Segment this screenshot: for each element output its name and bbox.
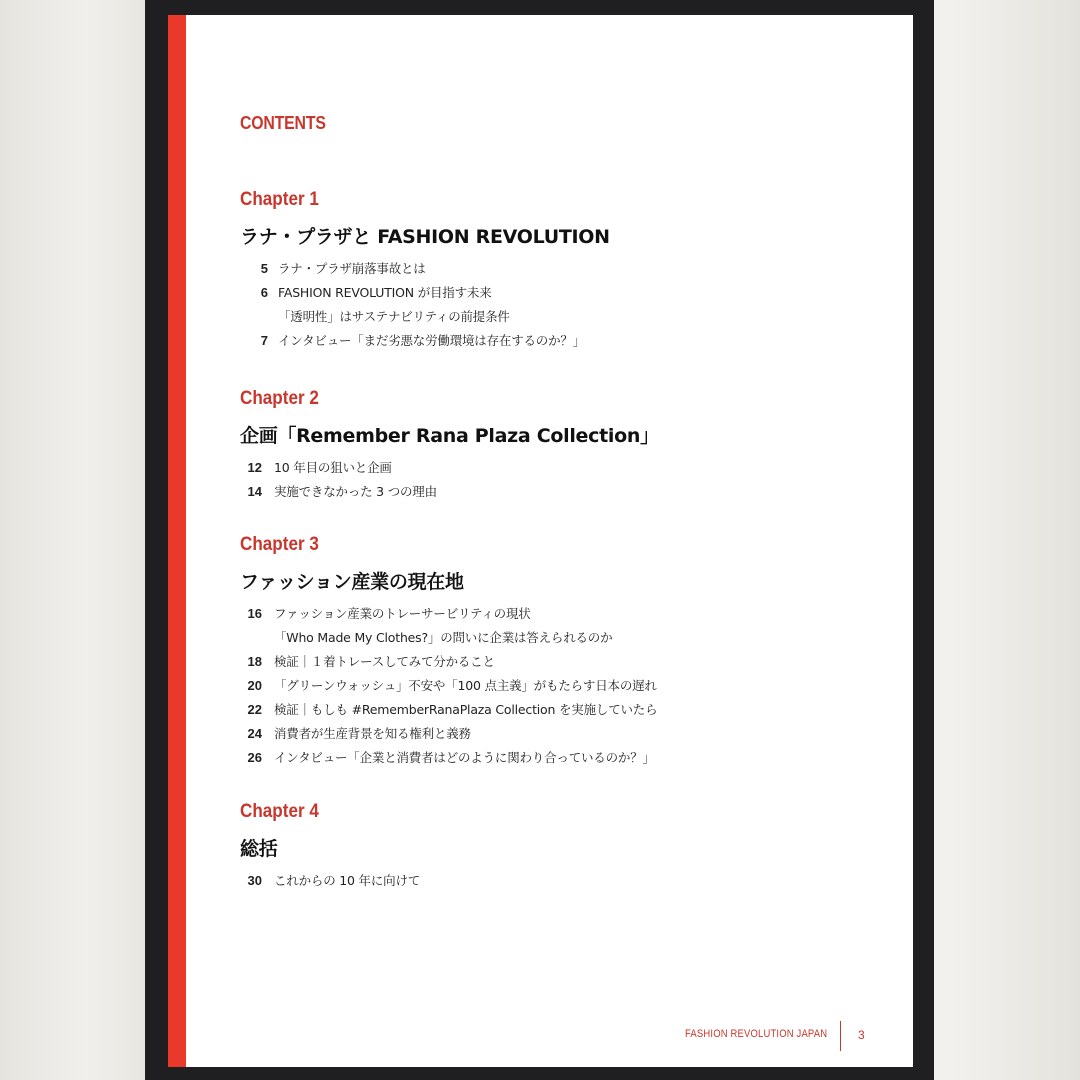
- toc-entry[interactable]: [240, 283, 610, 307]
- chapter-4: [240, 801, 420, 895]
- entry-title: 「透明性」はサステナビリティの前提条件: [278, 309, 510, 324]
- toc-entry[interactable]: [240, 331, 610, 355]
- chapter-label: Chapter 1: [240, 189, 319, 210]
- entry-page-number: 24: [247, 726, 262, 741]
- chapter-label: Chapter 2: [240, 388, 319, 409]
- toc-entry[interactable]: [240, 259, 610, 283]
- chapter-entries: [240, 604, 657, 772]
- toc-entry[interactable]: [240, 724, 657, 748]
- entry-page-number: 7: [260, 333, 268, 348]
- toc-entry[interactable]: [240, 748, 657, 772]
- entry-page-number: 16: [247, 606, 262, 621]
- entry-page-number: 26: [247, 750, 262, 765]
- toc-entry[interactable]: [240, 628, 657, 652]
- entry-title: 検証｜１着トレースしてみて分かること: [274, 654, 495, 669]
- chapter-title: ラナ・プラザと FASHION REVOLUTION: [240, 226, 610, 248]
- document-page: [168, 15, 913, 1067]
- chapter-title: 総括: [240, 838, 278, 860]
- entry-page-number: 14: [247, 484, 262, 499]
- chapter-title: ファッション産業の現在地: [240, 571, 464, 593]
- toc-entry[interactable]: [240, 307, 610, 331]
- toc-entry[interactable]: [240, 482, 659, 506]
- entry-title: ファッション産業のトレーサービリティの現状: [274, 606, 531, 621]
- entry-title: 「Who Made My Clothes?」の問いに企業は答えられるのか: [274, 630, 613, 645]
- chapter-1: [240, 189, 610, 355]
- entry-title: これからの 10 年に向けて: [274, 873, 421, 888]
- toc-entry[interactable]: [240, 604, 657, 628]
- toc-entry[interactable]: [240, 700, 657, 724]
- chapter-entries: [240, 871, 420, 895]
- toc-entry[interactable]: [240, 871, 420, 895]
- entry-title: インタビュー「企業と消費者はどのように関わり合っているのか？」: [274, 750, 655, 765]
- entry-title: 検証｜もしも #RememberRanaPlaza Collection を実施していたら: [274, 702, 658, 717]
- contents-heading: CONTENTS: [240, 113, 326, 133]
- entry-title: インタビュー「まだ劣悪な労働環境は存在するのか？」: [278, 333, 586, 348]
- entry-page-number: 22: [247, 702, 262, 717]
- chapter-2: [240, 388, 659, 506]
- toc-entry[interactable]: [240, 652, 657, 676]
- entry-title: 「グリーンウォッシュ」不安や「100 点主義」がもたらす日本の遅れ: [274, 678, 657, 693]
- entry-page-number: 30: [247, 873, 262, 888]
- chapter-title: 企画「Remember Rana Plaza Collection」: [240, 425, 659, 447]
- entry-title: ラナ・プラザ崩落事故とは: [278, 261, 426, 276]
- entry-page-number: 5: [260, 261, 268, 276]
- chapter-entries: [240, 458, 659, 506]
- entry-page-number: 6: [260, 285, 268, 300]
- chapter-label: Chapter 4: [240, 801, 319, 822]
- entry-title: 実施できなかった 3 つの理由: [274, 484, 437, 499]
- entry-title: 10 年目の狙いと企画: [274, 460, 392, 475]
- footer-page-number: 3: [858, 1028, 865, 1042]
- chapter-3: [240, 534, 657, 772]
- entry-title: 消費者が生産背景を知る権利と義務: [274, 726, 471, 741]
- toc-entry[interactable]: [240, 676, 657, 700]
- footer-divider: [840, 1021, 841, 1051]
- chapter-entries: [240, 259, 610, 355]
- entry-title: FASHION REVOLUTION が目指す未来: [278, 285, 492, 300]
- entry-page-number: 20: [247, 678, 262, 693]
- accent-bar: [168, 15, 186, 1067]
- footer-brand: FASHION REVOLUTION JAPAN: [685, 1028, 828, 1040]
- entry-page-number: 12: [247, 460, 262, 475]
- chapter-label: Chapter 3: [240, 534, 319, 555]
- entry-page-number: 18: [247, 654, 262, 669]
- toc-entry[interactable]: [240, 458, 659, 482]
